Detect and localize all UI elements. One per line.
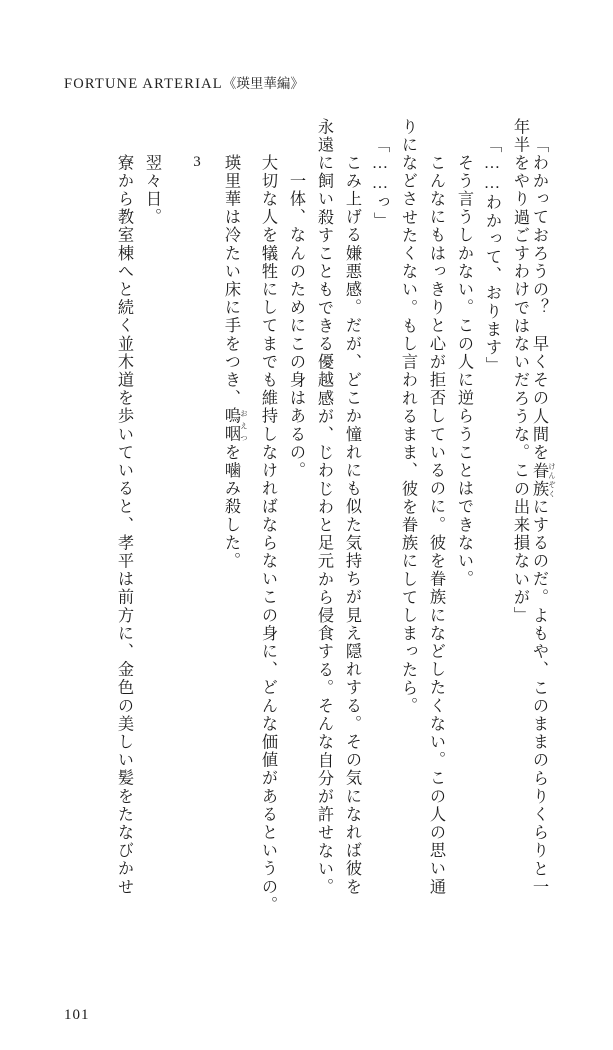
text-line: こみ上げる嫌悪感。だが、どこか憧れにも似た気持ちが見え隠れする。その気になれば彼を bbox=[343, 154, 361, 897]
text-line: 一体、なんのためにこの身はあるの。 bbox=[287, 154, 305, 480]
line-spacer bbox=[204, 118, 220, 978]
ruby-oetsu: 嗚咽 おえつ bbox=[222, 407, 249, 444]
text-line: 寮から教室棟へと続く並木道を歩いていると、孝平は前方に、金色の美しい髪をたなびかせ bbox=[115, 154, 133, 897]
body-text-block bbox=[58, 118, 556, 978]
text-line: そう言うしかない。この人に逆らうことはできない。 bbox=[455, 154, 473, 589]
text-line: 翌々日。 bbox=[143, 154, 161, 227]
section-number: 3 bbox=[189, 154, 205, 171]
text-line: りになどさせたくない。もし言われるまま、彼を眷族にしてしまったら。 bbox=[399, 118, 417, 716]
line-spacer bbox=[160, 118, 176, 978]
volume-subtitle: 《瑛里華編》 bbox=[222, 76, 304, 91]
text-line: 「……っ」 bbox=[371, 136, 389, 231]
text-line: 永遠に飼い殺すこともできる優越感が、じわじわと足元から侵食する。そんな自分が許せない。 bbox=[315, 118, 333, 897]
text-line: こんなにもはっきりと心が拒否しているのに。彼を眷族になどしたくない。この人の思い通 bbox=[427, 154, 445, 897]
running-header bbox=[64, 72, 304, 93]
page-number: 101 bbox=[64, 1007, 90, 1023]
text-line: 年半をやり過ごすわけではないだろうな。この出来損ないが」 bbox=[511, 118, 529, 625]
series-title: FORTUNE ARTERIAL bbox=[64, 76, 223, 92]
ruby-kenzoku: 眷族 けんぞく bbox=[530, 461, 557, 499]
text-line: 瑛里華は冷たい床に手をつき、嗚咽 おえつを噛み殺した。 bbox=[222, 154, 249, 571]
text-line: 「……わかって、おります」 bbox=[483, 136, 501, 375]
text-line: 大切な人を犠牲にしてまでも維持しなければならないこの身に、どんな価値があるというの。 bbox=[259, 154, 277, 915]
text-line: 「わかっておろうの？ 早くその人間を眷族 けんぞくにするのだ。よもや、このままのらりくらりと一 bbox=[530, 136, 557, 897]
